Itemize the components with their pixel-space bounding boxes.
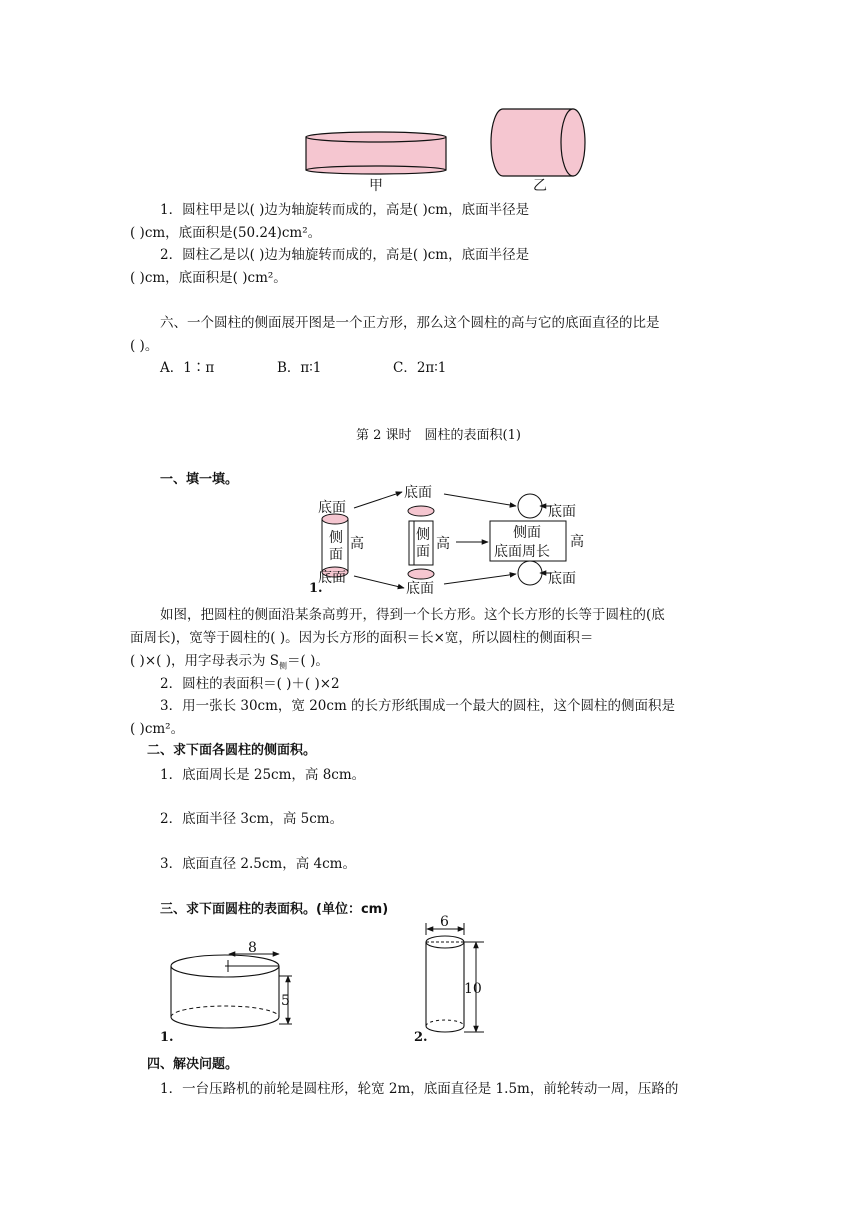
q5-line-1: 1．圆柱甲是以( )边为轴旋转而成的，高是( )cm，底面半径是 [160, 202, 530, 218]
svg-text:2.: 2. [414, 1030, 428, 1045]
svg-text:底面: 底面 [404, 485, 432, 501]
label-yi: 乙 [533, 178, 547, 194]
svg-text:1.: 1. [309, 581, 323, 596]
cylinder-yi [491, 109, 585, 176]
s1-para-line-1: 如图，把圆柱的侧面沿某条高剪开，得到一个长方形。这个长方形的长等于圆柱的(底 [160, 607, 665, 623]
unrolling-diagram [0, 484, 860, 597]
svg-text:1.: 1. [160, 1030, 174, 1045]
q5-line-4: ( )cm，底面积是( )cm²。 [130, 270, 287, 286]
section-2-heading: 二、求下面各圆柱的侧面积。 [147, 743, 317, 758]
section-1-heading: 一、填一填。 [160, 472, 239, 487]
svg-text:面: 面 [329, 547, 343, 563]
cylinder-jia [306, 132, 446, 174]
svg-text:面: 面 [416, 544, 430, 560]
s1-para-line-2: 面周长)，宽等于圆柱的( )。因为长方形的面积＝长×宽，所以圆柱的侧面积＝ [130, 630, 594, 646]
svg-text:高: 高 [570, 534, 584, 550]
section-4-heading: 四、解决问题。 [147, 1057, 239, 1072]
s1-q3-line-1: 3．用一张长 30cm，宽 20cm 的长方形纸围成一个最大的圆柱，这个圆柱的侧面积是 [160, 698, 676, 714]
svg-text:侧: 侧 [416, 527, 430, 543]
lesson-title: 第 2 课时 圆柱的表面积(1) [356, 428, 521, 443]
svg-text:5: 5 [281, 993, 290, 1009]
svg-text:底面: 底面 [318, 570, 346, 586]
s1-q2: 2．圆柱的表面积＝( )＋( )×2 [160, 676, 340, 692]
svg-text:侧面: 侧面 [513, 525, 541, 541]
q6-option-c: C．2π∶1 [393, 360, 447, 376]
svg-text:高: 高 [350, 536, 364, 552]
svg-text:10: 10 [464, 981, 482, 997]
svg-text:底面: 底面 [548, 571, 576, 587]
q6-line-1: 六、一个圆柱的侧面展开图是一个正方形，那么这个圆柱的高与它的底面直径的比是 [160, 315, 660, 331]
top-cylinders-figure [0, 0, 860, 200]
svg-text:底面: 底面 [406, 581, 434, 597]
s4-item-1: 1．一台压路机的前轮是圆柱形，轮宽 2m，底面直径是 1.5m，前轮转动一周，压路的 [160, 1081, 679, 1097]
q6-option-b: B．π∶1 [277, 360, 322, 376]
svg-text:高: 高 [436, 536, 450, 552]
section-3-heading: 三、求下面圆柱的表面积。(单位：cm) [160, 902, 389, 917]
s1-q3-line-2: ( )cm²。 [130, 721, 185, 737]
label-jia: 甲 [369, 178, 383, 194]
s2-item-1: 1．底面周长是 25cm，高 8cm。 [160, 767, 366, 783]
s2-item-2: 2．底面半径 3cm，高 5cm。 [160, 811, 344, 827]
svg-text:底面: 底面 [318, 500, 346, 516]
q6-option-a: A．1∶π [160, 360, 215, 376]
q6-line-2: ( )。 [130, 338, 159, 354]
q5-line-2: ( )cm，底面积是(50.24)cm²。 [130, 225, 322, 241]
svg-text:底面周长: 底面周长 [494, 544, 550, 560]
s3-figure-2 [0, 913, 860, 1043]
q5-line-3: 2．圆柱乙是以( )边为轴旋转而成的，高是( )cm，底面半径是 [160, 247, 530, 263]
s2-item-3: 3．底面直径 2.5cm，高 4cm。 [160, 856, 356, 872]
s1-para-line-3: ( )×( )，用字母表示为 $S_侧=$( )。 [130, 653, 329, 671]
svg-text:底面: 底面 [548, 504, 576, 520]
svg-text:侧: 侧 [329, 530, 343, 546]
svg-text:6: 6 [440, 914, 449, 930]
svg-text:8: 8 [248, 940, 257, 956]
